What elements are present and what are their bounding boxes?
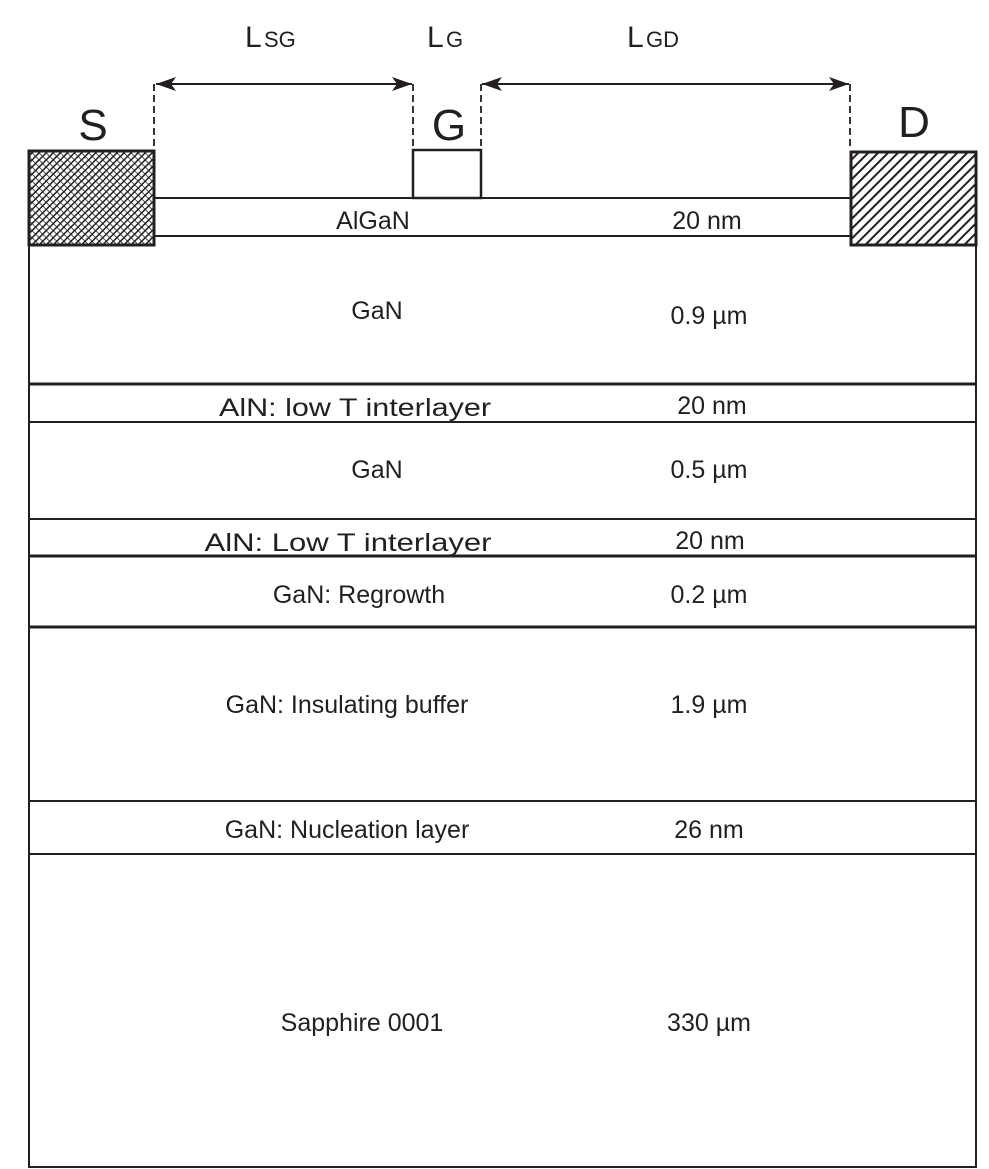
- dimension-label-lsg: [245, 21, 296, 54]
- svg-text:AlGaN: AlGaN: [336, 207, 410, 235]
- layer-aln-interlayer-2: [205, 527, 745, 557]
- svg-text:L: L: [427, 21, 444, 54]
- drain-contact: [851, 152, 976, 245]
- layer-gan-middle: [351, 456, 747, 484]
- svg-text:0.9 µm: 0.9 µm: [670, 302, 748, 330]
- svg-text:0.5 µm: 0.5 µm: [670, 456, 748, 484]
- svg-text:GaN: GaN: [351, 456, 403, 484]
- svg-text:Sapphire 0001: Sapphire 0001: [280, 1009, 444, 1037]
- layer-gan-top: [351, 297, 747, 330]
- source-contact: [29, 151, 154, 245]
- svg-text:GD: GD: [646, 27, 679, 52]
- svg-text:GaN: Nucleation layer: GaN: Nucleation layer: [224, 816, 470, 844]
- dimension-label-lg: [427, 21, 463, 54]
- gate-contact: [413, 150, 481, 198]
- gate-label: G: [431, 101, 467, 150]
- svg-text:330 µm: 330 µm: [667, 1009, 751, 1037]
- layer-gan-regrowth: [273, 581, 748, 609]
- layer-aln-interlayer-1: [219, 392, 747, 422]
- svg-text:GaN: Regrowth: GaN: Regrowth: [272, 581, 446, 609]
- svg-text:26 nm: 26 nm: [674, 816, 744, 844]
- drain-label: D: [898, 98, 930, 147]
- dimension-label-lgd: [627, 21, 679, 54]
- svg-text:20 nm: 20 nm: [672, 207, 742, 235]
- svg-text:AlN: low T interlayer: AlN: low T interlayer: [219, 394, 491, 422]
- layer-gan-insulating-buffer: [226, 691, 748, 719]
- svg-text:20 nm: 20 nm: [677, 392, 747, 420]
- dashed-extension-lines: [154, 84, 850, 150]
- svg-text:GaN: GaN: [351, 297, 403, 325]
- layer-stack: [29, 198, 976, 1168]
- layer-sapphire-substrate: [281, 1009, 751, 1037]
- layer-gan-nucleation: [225, 816, 744, 844]
- svg-text:20 nm: 20 nm: [675, 527, 745, 555]
- svg-text:AlN: Low T interlayer: AlN: Low T interlayer: [204, 529, 492, 557]
- svg-text:L: L: [627, 21, 644, 54]
- svg-text:G: G: [446, 27, 464, 52]
- svg-text:0.2 µm: 0.2 µm: [670, 581, 748, 609]
- svg-text:GaN: Insulating buffer: GaN: Insulating buffer: [225, 691, 469, 719]
- svg-text:L: L: [245, 21, 262, 54]
- svg-text:1.9 µm: 1.9 µm: [670, 691, 748, 719]
- svg-text:SG: SG: [264, 27, 296, 52]
- source-label: S: [78, 101, 108, 150]
- layer-algan: [336, 207, 742, 235]
